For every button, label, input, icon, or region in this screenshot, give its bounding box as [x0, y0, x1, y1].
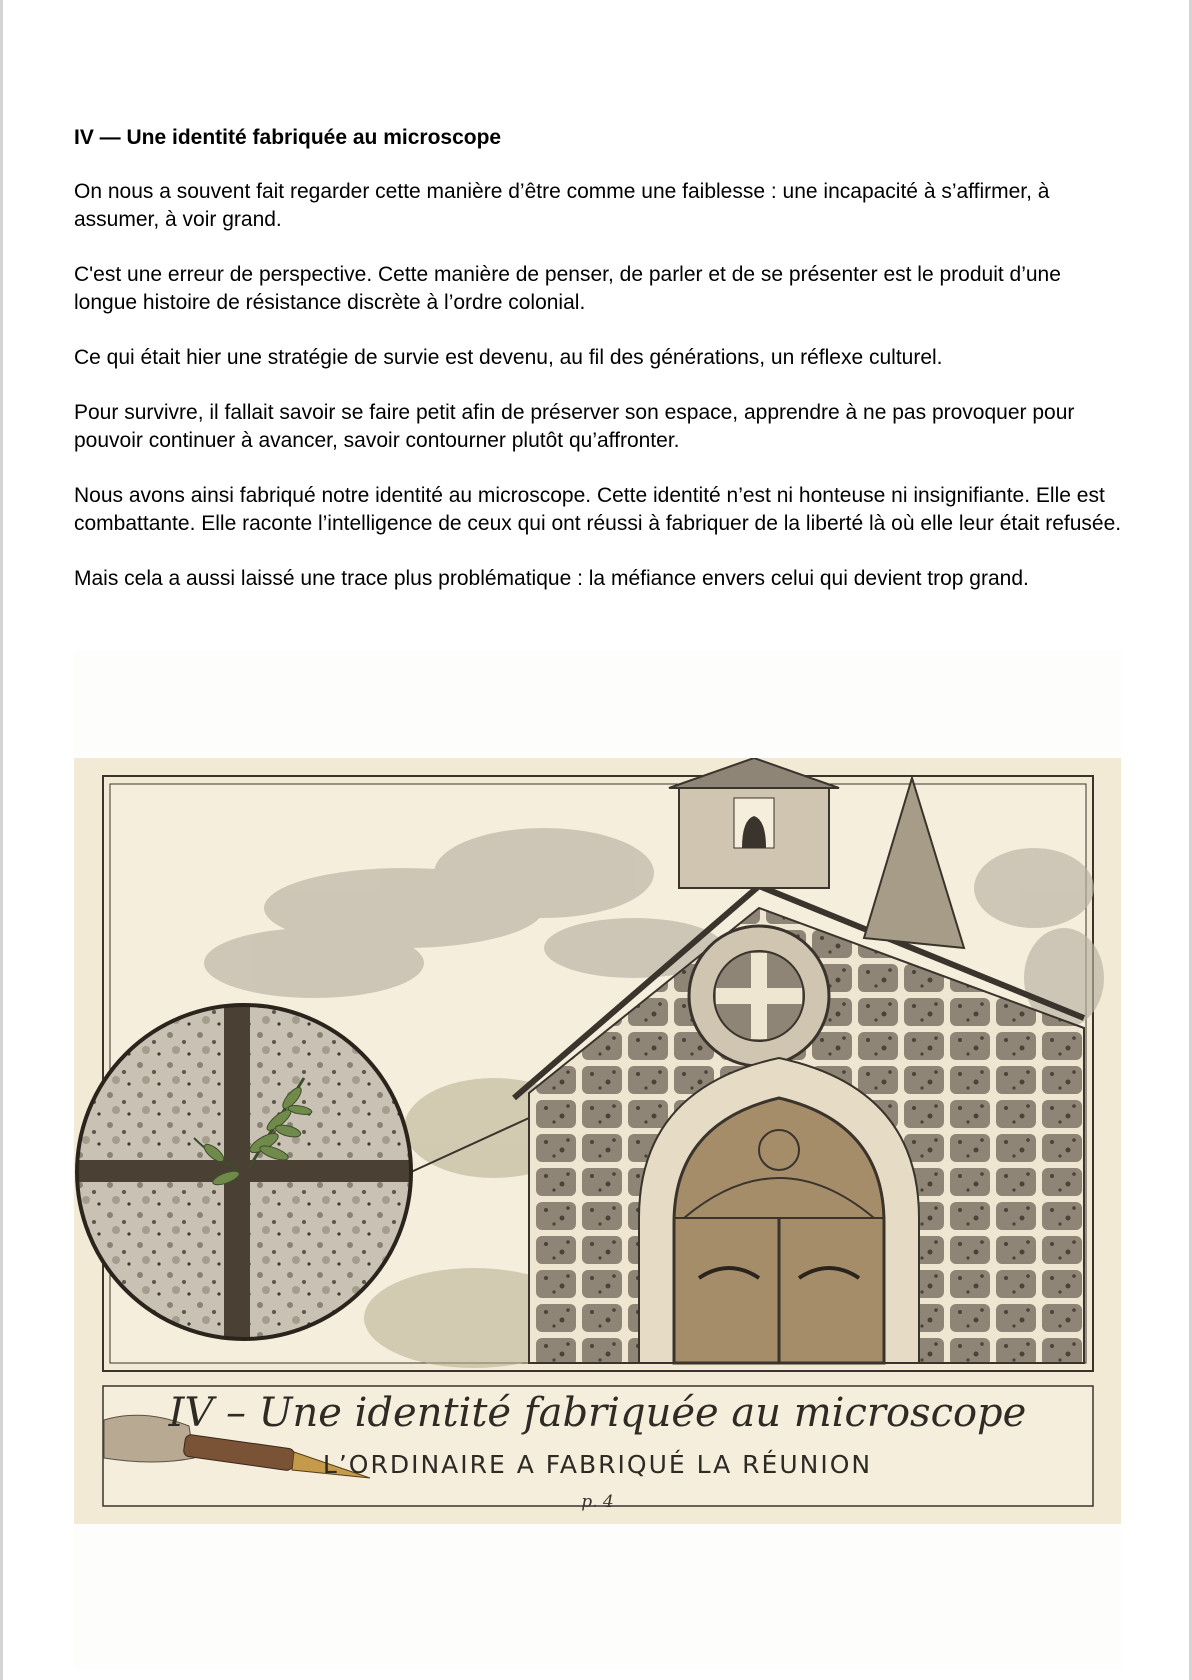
caption-title: IV – Une identité fabriquée au microscope [168, 1390, 1027, 1436]
caption-page-number: p. 4 [581, 1492, 614, 1512]
paragraph: Pour survivre, il fallait savoir se faire petit afin de préserver son espace, apprendre à ne pas provoquer pour pouvoir continuer à avancer, savoir contourner plutôt qu’affronter. [74, 401, 1075, 453]
paragraph: Mais cela a aussi laissé une trace plus problématique : la méfiance envers celui qui devient trop grand. [74, 567, 1029, 591]
document-body [74, 124, 1124, 620]
caption-subtitle: L’ORDINAIRE A FABRIQUÉ LA RÉUNION [322, 1450, 873, 1479]
page-edge-left [0, 0, 3, 1680]
paragraph: C'est une erreur de perspective. Cette manière de penser, de parler et de se présenter est le produit d’une longue histoire de résistance discrète à l’ordre colonial. [74, 263, 1061, 315]
illustration-plate [74, 758, 1121, 1524]
section-heading: IV — Une identité fabriquée au microscope [74, 126, 502, 149]
paragraph: Nous avons ainsi fabriqué notre identité au microscope. Cette identité n’est ni honteuse ni insignifiante. Elle est combattante. Elle raconte l’intelligence de ceux qui ont réussi à fabriquer de la liberté là où elle leur était refusée. [74, 484, 1122, 536]
paragraph: On nous a souvent fait regarder cette manière d’être comme une faiblesse : une incapacité à s’affirmer, à assumer, à voir grand. [74, 180, 1050, 232]
paragraph: Ce qui était hier une stratégie de survie est devenu, au fil des générations, un réflexe culturel. [74, 346, 943, 370]
